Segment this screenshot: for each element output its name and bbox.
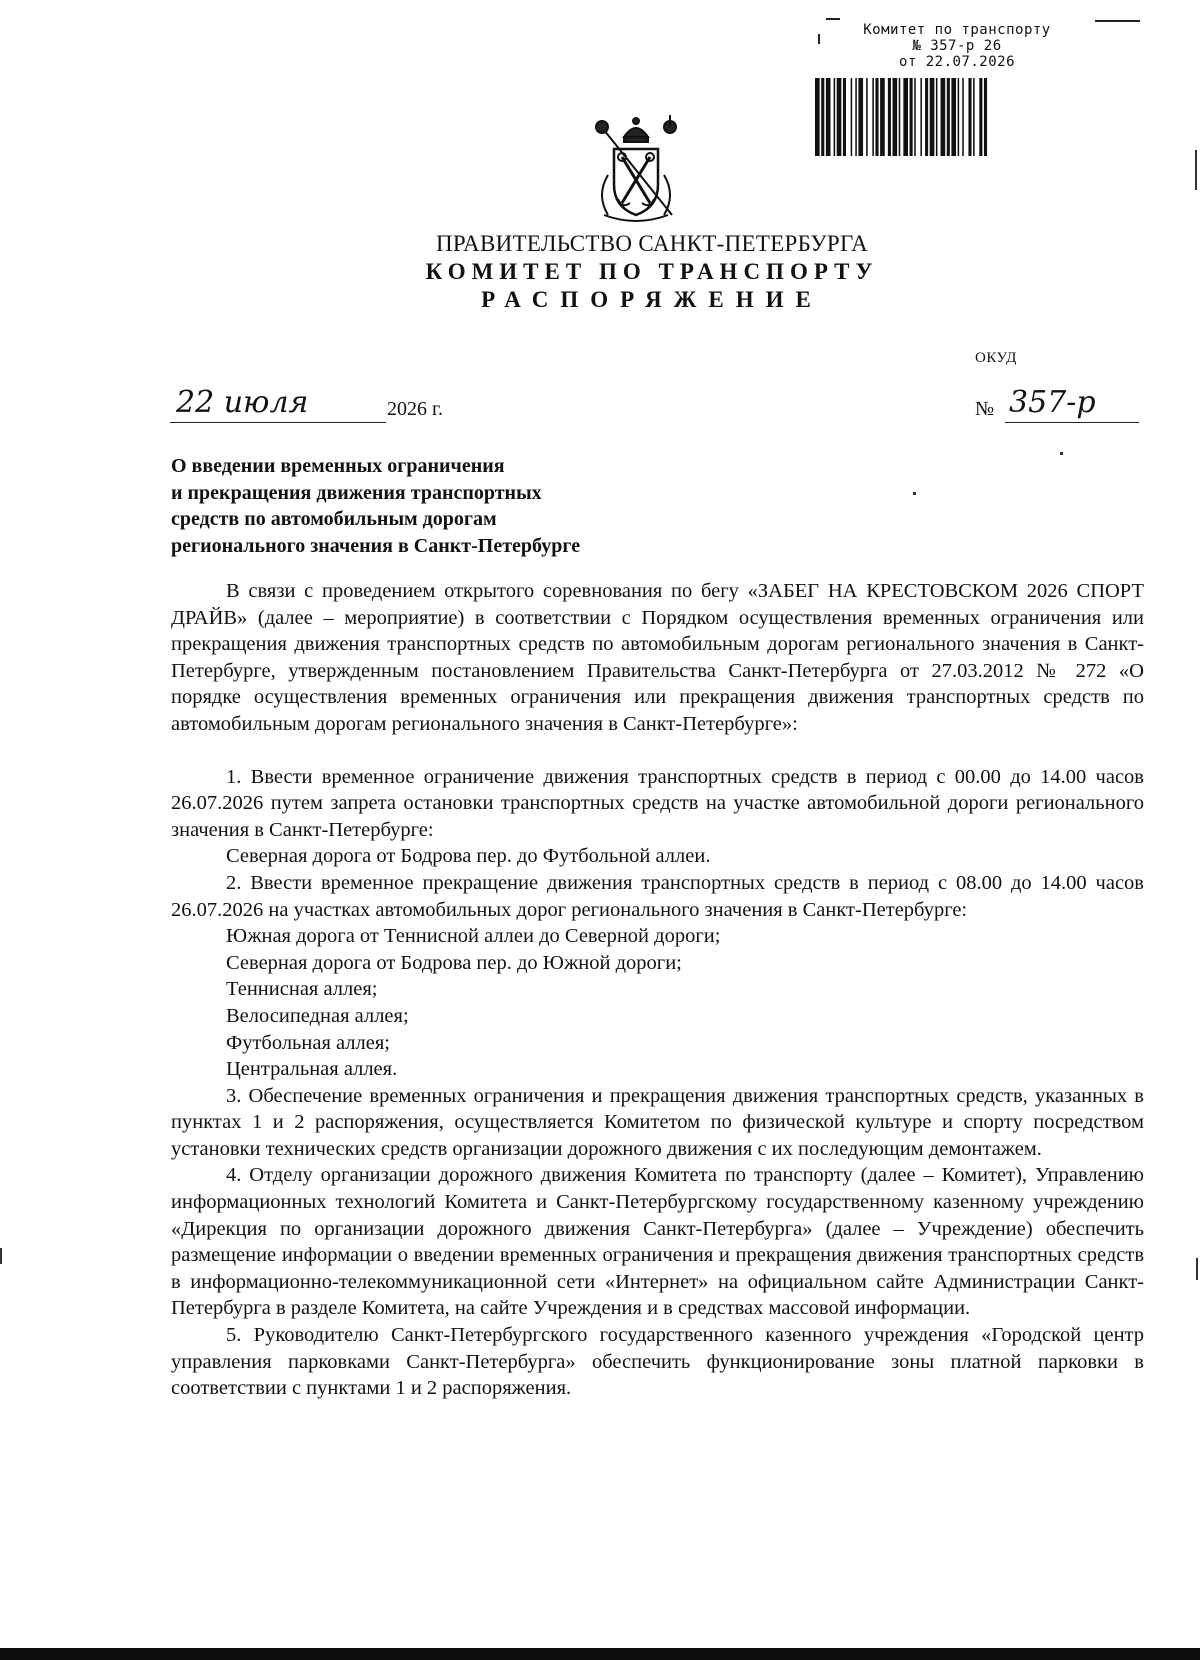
registration-stamp bbox=[812, 22, 1102, 70]
list-item: Теннисная аллея; bbox=[226, 978, 378, 1001]
barcode-bar bbox=[872, 78, 874, 156]
barcode-bar bbox=[968, 78, 971, 156]
barcode-bar bbox=[930, 78, 935, 156]
barcode-bar bbox=[914, 78, 916, 156]
document-body bbox=[171, 578, 1144, 1402]
barcode-bar bbox=[821, 78, 824, 156]
paragraph-5: 5. Руководителю Санкт-Петербургского государственного казенного учреждения «Городской центр управления парковками Санкт-Петербурга» обеспечить функционирование зоны платной парковки в соответствии с пунктами 1 и 2 распоряжения. bbox=[171, 1324, 1144, 1400]
number-sign: № bbox=[975, 398, 995, 420]
barcode-bar bbox=[866, 78, 868, 156]
title-line: регионального значения в Санкт-Петербурге bbox=[171, 534, 581, 557]
scan-speck bbox=[1196, 1258, 1198, 1280]
barcode-bar bbox=[984, 78, 987, 156]
barcode-bar bbox=[903, 78, 908, 156]
scan-speck bbox=[1060, 452, 1063, 455]
scan-edge-bar bbox=[0, 1648, 1200, 1660]
barcode-bar bbox=[843, 78, 846, 156]
barcode-bar bbox=[899, 78, 901, 156]
document-title bbox=[171, 453, 731, 559]
title-line: средств по автомобильным дорогам bbox=[171, 508, 497, 530]
barcode-bar bbox=[925, 78, 928, 156]
barcode-bar bbox=[920, 78, 922, 156]
barcode-bar bbox=[962, 78, 964, 156]
okud-label: ОКУД bbox=[975, 350, 1017, 366]
barcode-bar bbox=[973, 78, 975, 156]
list-item: Центральная аллея. bbox=[226, 1058, 398, 1081]
paragraph-2: 2. Ввести временное прекращение движения транспортных средств в период с 08.00 до 14.00 часов 26.07.2026 на участках автомобильных дорог регионального значения в Санкт-Петербурге: bbox=[171, 871, 1144, 921]
paragraph-4: 4. Отделу организации дорожного движения Комитета по транспорту (далее – Комитет), Управлению информационных технологий Комитета и Санкт-Петербургскому государственному казенному учреждению «Дирекция по организации дорожного движения Санкт-Петербурга» (далее – Учреждение) обеспечить размещение информации о введении временных ограничения и прекращения движения транспортных средств в информационно-телекоммуникационной сети «Интернет» на официальном сайте Администрации Санкт-Петербурга в разделе Комитета, на сайте Учреждения и в средствах массовой информации. bbox=[171, 1164, 1144, 1320]
stamp-mark bbox=[826, 18, 840, 20]
barcode-bar bbox=[815, 78, 820, 156]
barcode-bar bbox=[910, 78, 913, 156]
preamble-paragraph: В связи с проведением открытого соревнования по бегу «ЗАБЕГ НА КРЕСТОВСКОМ 2026 СПОРТ ДРАЙВ» (далее – мероприятие) в соответствии с Порядком осуществления временных ограничения или прекращения движения транспортных средств по автомобильным дорогам регионального значения в Санкт-Петербурге, утвержденным постановлением Правительства Санкт-Петербурга от 27.03.2012 № 272 «О порядке осуществления временных ограничения или прекращения движения транспортных средств по автомобильным дорогам регионального значения в Санкт-Петербурге»: bbox=[171, 580, 1144, 735]
barcode-bar bbox=[979, 78, 982, 156]
title-line: и прекращения движения транспортных bbox=[171, 481, 542, 504]
stamp-committee: Комитет по транспорту bbox=[863, 22, 1051, 38]
document-type-heading: РАСПОРЯЖЕНИЕ bbox=[481, 287, 823, 312]
barcode-bar bbox=[951, 78, 956, 156]
barcode-bar bbox=[888, 78, 891, 156]
date-year: 2026 г. bbox=[387, 398, 443, 420]
list-item: Северная дорога от Бодрова пер. до Южной дороги; bbox=[226, 951, 682, 974]
barcode-bar bbox=[834, 78, 836, 156]
stamp-date: от 22.07.2026 bbox=[898, 54, 1016, 70]
list-item: Велосипедная аллея; bbox=[226, 1004, 409, 1027]
coat-of-arms-icon bbox=[590, 115, 682, 225]
barcode-bar bbox=[880, 78, 885, 156]
barcode-bar bbox=[893, 78, 898, 156]
list-item: Северная дорога от Бодрова пер. до Футбольной аллеи. bbox=[226, 845, 711, 868]
paragraph-3: 3. Обеспечение временных ограничения и прекращения движения транспортных средств, указанных в пунктах 1 и 2 распоряжения, осуществляется Комитетом по физической культуре и спорту посредством установки технических средств организации дорожного движения с их последующим демонтажем. bbox=[171, 1084, 1144, 1160]
barcode-bar bbox=[826, 78, 831, 156]
paragraph-1: 1. Ввести временное ограничение движения транспортных средств в период с 00.00 до 14.00 часов 26.07.2026 путем запрета остановки транспортных средств на участке автомобильной дороги регионального значения в Санкт-Петербурге: bbox=[171, 765, 1144, 841]
committee-heading: КОМИТЕТ ПО ТРАНСПОРТУ bbox=[425, 259, 879, 284]
list-item: Футбольная аллея; bbox=[226, 1031, 390, 1054]
scan-speck bbox=[0, 1248, 2, 1264]
government-heading: ПРАВИТЕЛЬСТВО САНКТ-ПЕТЕРБУРГА bbox=[435, 231, 869, 256]
scan-speck bbox=[1195, 150, 1197, 190]
scan-speck bbox=[913, 492, 916, 495]
barcode-bar bbox=[936, 78, 938, 156]
barcode-bar bbox=[947, 78, 950, 156]
barcode-bar bbox=[941, 78, 946, 156]
barcode-bar bbox=[958, 78, 960, 156]
handwritten-date: 22 июля bbox=[170, 384, 386, 423]
barcode-bar bbox=[875, 78, 878, 156]
handwritten-number: 357-р bbox=[1005, 384, 1139, 423]
barcode-bar bbox=[858, 78, 863, 156]
barcode-bar bbox=[855, 78, 857, 156]
barcode-icon bbox=[815, 78, 1088, 156]
list-item: Южная дорога от Теннисной аллеи до Северной дороги; bbox=[226, 925, 721, 948]
barcode-bar bbox=[837, 78, 842, 156]
barcode-bar bbox=[851, 78, 853, 156]
title-line: О введении временных ограничения bbox=[171, 455, 505, 477]
stamp-number: № 357-р 26 bbox=[912, 38, 1002, 54]
